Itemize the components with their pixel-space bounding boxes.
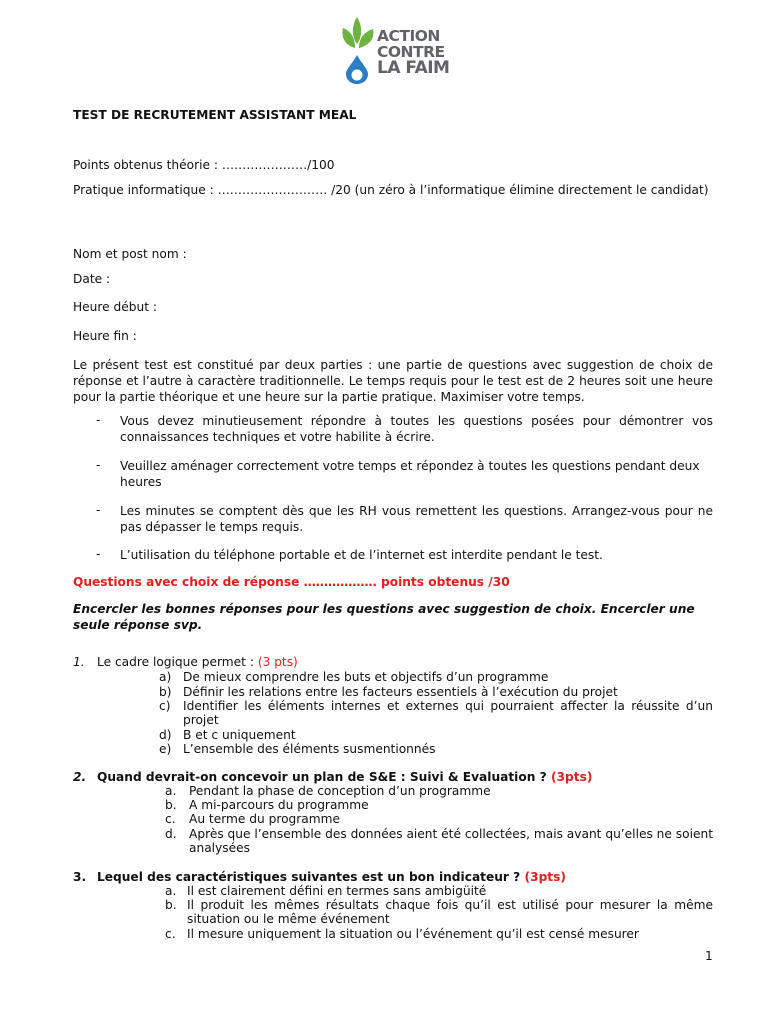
action-contre-la-faim-logo [340,14,380,84]
intro-paragraph: Le présent test est constitué par deux parties : une partie de questions avec suggestion de choix de réponse et l’autre à caractère traditionnelle. Le temps requis pour le test est de 2 heures soit une heure pour la partie théorique et une heure sur la partie pratique. Maximiser votre temps. [73,358,713,404]
leaf-center-icon [353,17,361,44]
leaf-right-icon [359,29,373,48]
instruction-item: Veuillez aménager correctement votre temps et répondez à toutes les questions pendant deux heures [120,459,700,489]
option-text: Pendant la phase de conception d’un programme [189,784,491,798]
option-text: Il produit les mêmes résultats chaque fois qu’il est utilisé pour mesurer la même situation ou le même événement [187,898,713,926]
option-letter: a) [159,670,172,684]
question-text-label: Le cadre logique permet : [97,655,254,669]
score-pratique: Pratique informatique : ……………………… /20 (un zéro à l’informatique élimine directement le candidat) [73,183,709,197]
option-text: L’ensemble des éléments susmentionnés [183,742,436,756]
question-text-label: Quand devrait-on concevoir un plan de S&E : Suivi & Evaluation ? [97,770,547,784]
bullet-marker: - [96,547,101,561]
section-instruction: Encercler les bonnes réponses pour les questions avec suggestion de choix. Encercler une seule réponse svp. [73,602,695,632]
option-letter: c. [165,812,176,826]
option-letter: d. [165,827,177,841]
option-letter: a. [165,784,177,798]
instruction-item: L’utilisation du téléphone portable et de l’internet est interdite pendant le test. [120,548,603,562]
option-letter: a. [165,884,177,898]
bullet-marker: - [96,503,101,517]
instruction-item: Vous devez minutieusement répondre à toutes les questions posées pour démontrer vos connaissances techniques et votre habilite à écrire. [120,414,713,444]
question-number: 2. [73,770,87,784]
logo-line-3: LA FAIM [377,58,450,78]
option-letter: c) [159,699,171,713]
option-text: Au terme du programme [189,812,340,826]
question-number: 3. [73,870,87,884]
bullet-marker: - [96,458,101,472]
option-letter: d) [159,728,172,742]
option-text: Définir les relations entre les facteurs essentiels à l’exécution du projet [183,685,618,699]
question-text [97,655,298,669]
option-letter: c. [165,927,176,941]
option-text: Identifier les éléments internes et externes qui pourraient affecter la réussite d’un projet [183,699,713,727]
question-points: (3pts) [550,770,593,784]
page-number: 1 [705,949,713,963]
field-nom: Nom et post nom : [73,247,187,261]
question-text [97,870,566,884]
question-points: (3pts) [524,870,566,884]
option-text: B et c uniquement [183,728,296,742]
section-heading: Questions avec choix de réponse ……………… points obtenus /30 [73,575,510,589]
option-letter: b. [165,898,177,912]
document-title: TEST DE RECRUTEMENT ASSISTANT MEAL [73,108,357,122]
question-text-label: Lequel des caractéristiques suivantes est un bon indicateur ? [97,870,521,884]
field-heure-debut: Heure début : [73,300,157,314]
field-heure-fin: Heure fin : [73,329,137,343]
option-text: Il mesure uniquement la situation ou l’événement qu’il est censé mesurer [187,927,639,941]
instruction-item: Les minutes se comptent dès que les RH vous remettent les questions. Arrangez-vous pour ne pas dépasser le temps requis. [120,504,713,534]
option-letter: b) [159,685,172,699]
option-text: A mi-parcours du programme [189,798,369,812]
logo-line-1: ACTION [377,27,440,45]
score-theorie: Points obtenus théorie : …………………/100 [73,158,335,172]
question-points: (3 pts) [257,655,298,669]
option-text: Il est clairement défini en termes sans ambigüité [187,884,487,898]
question-number: 1. [73,655,85,669]
field-date: Date : [73,272,111,286]
logo-line-2: CONTRE [377,43,445,61]
option-text: Après que l’ensemble des données aient été collectées, mais avant qu’elles ne soient analysées [189,827,713,855]
bullet-marker: - [96,413,101,427]
question-text [97,770,592,784]
option-text: De mieux comprendre les buts et objectifs d’un programme [183,670,549,684]
option-letter: b. [165,798,177,812]
option-letter: e) [159,742,172,756]
logo-wordmark [377,28,449,76]
